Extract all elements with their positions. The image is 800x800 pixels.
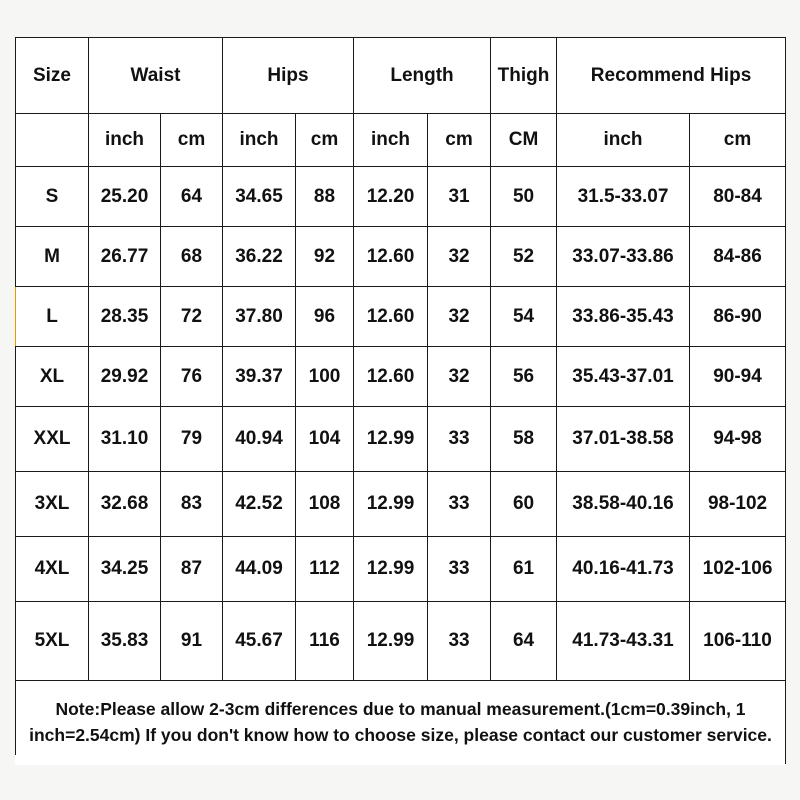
measurement-cell: 31.10: [89, 407, 161, 472]
measurement-cell: 33: [428, 472, 491, 537]
size-label: L: [16, 287, 89, 347]
measurement-cell: 12.60: [354, 287, 428, 347]
measurement-cell: 106-110: [690, 602, 786, 681]
measurement-cell: 36.22: [223, 227, 296, 287]
measurement-cell: 40.16-41.73: [557, 537, 690, 602]
measurement-cell: 60: [491, 472, 557, 537]
measurement-cell: 12.60: [354, 227, 428, 287]
unit-header: inch: [557, 114, 690, 167]
size-row: [16, 602, 786, 681]
measurement-cell: 37.01-38.58: [557, 407, 690, 472]
header-recommend-hips: Recommend Hips: [557, 38, 786, 114]
measurement-cell: 45.67: [223, 602, 296, 681]
size-chart-table: [15, 37, 786, 764]
size-label: 5XL: [16, 602, 89, 681]
size-row: [16, 287, 786, 347]
measurement-cell: 32: [428, 287, 491, 347]
measurement-cell: 72: [161, 287, 223, 347]
measurement-cell: 33: [428, 407, 491, 472]
size-row: [16, 167, 786, 227]
measurement-cell: 34.25: [89, 537, 161, 602]
unit-header: inch: [354, 114, 428, 167]
measurement-cell: 40.94: [223, 407, 296, 472]
measurement-cell: 34.65: [223, 167, 296, 227]
table-bottom-strip: [15, 755, 785, 765]
measurement-cell: 76: [161, 347, 223, 407]
measurement-cell: 35.43-37.01: [557, 347, 690, 407]
measurement-cell: 56: [491, 347, 557, 407]
measurement-cell: 12.99: [354, 407, 428, 472]
header-length: Length: [354, 38, 491, 114]
measurement-cell: 84-86: [690, 227, 786, 287]
measurement-cell: 32: [428, 347, 491, 407]
measurement-cell: 79: [161, 407, 223, 472]
unit-header: cm: [161, 114, 223, 167]
measurement-cell: 100: [296, 347, 354, 407]
unit-header: inch: [89, 114, 161, 167]
measurement-cell: 112: [296, 537, 354, 602]
size-label: XL: [16, 347, 89, 407]
unit-header: [16, 114, 89, 167]
measurement-cell: 64: [161, 167, 223, 227]
size-row: [16, 537, 786, 602]
measurement-cell: 28.35: [89, 287, 161, 347]
unit-header: cm: [428, 114, 491, 167]
measurement-cell: 104: [296, 407, 354, 472]
note-text: Note:Please allow 2-3cm differences due to manual measurement.(1cm=0.39inch, 1 inch=2.54cm) If you don't know how to choose size, please contact our customer service.: [16, 681, 786, 764]
unit-header: cm: [690, 114, 786, 167]
size-row: [16, 347, 786, 407]
measurement-cell: 80-84: [690, 167, 786, 227]
measurement-cell: 41.73-43.31: [557, 602, 690, 681]
size-chart: [15, 37, 785, 764]
measurement-cell: 90-94: [690, 347, 786, 407]
note-row: [16, 681, 786, 764]
measurement-cell: 12.60: [354, 347, 428, 407]
measurement-cell: 58: [491, 407, 557, 472]
measurement-cell: 52: [491, 227, 557, 287]
size-label: S: [16, 167, 89, 227]
measurement-cell: 35.83: [89, 602, 161, 681]
measurement-cell: 25.20: [89, 167, 161, 227]
measurement-cell: 42.52: [223, 472, 296, 537]
measurement-cell: 98-102: [690, 472, 786, 537]
measurement-cell: 91: [161, 602, 223, 681]
measurement-cell: 33: [428, 602, 491, 681]
measurement-cell: 44.09: [223, 537, 296, 602]
measurement-cell: 31: [428, 167, 491, 227]
measurement-cell: 92: [296, 227, 354, 287]
measurement-cell: 12.99: [354, 472, 428, 537]
measurement-cell: 12.20: [354, 167, 428, 227]
measurement-cell: 37.80: [223, 287, 296, 347]
measurement-cell: 50: [491, 167, 557, 227]
unit-header: inch: [223, 114, 296, 167]
header-waist: Waist: [89, 38, 223, 114]
measurement-cell: 31.5-33.07: [557, 167, 690, 227]
unit-header: cm: [296, 114, 354, 167]
size-label: M: [16, 227, 89, 287]
measurement-cell: 116: [296, 602, 354, 681]
measurement-cell: 108: [296, 472, 354, 537]
measurement-cell: 68: [161, 227, 223, 287]
measurement-cell: 86-90: [690, 287, 786, 347]
measurement-cell: 94-98: [690, 407, 786, 472]
measurement-cell: 61: [491, 537, 557, 602]
size-row: [16, 227, 786, 287]
measurement-cell: 96: [296, 287, 354, 347]
measurement-cell: 102-106: [690, 537, 786, 602]
header-hips: Hips: [223, 38, 354, 114]
size-label: 4XL: [16, 537, 89, 602]
measurement-cell: 83: [161, 472, 223, 537]
measurement-cell: 32: [428, 227, 491, 287]
measurement-cell: 32.68: [89, 472, 161, 537]
measurement-cell: 38.58-40.16: [557, 472, 690, 537]
measurement-cell: 39.37: [223, 347, 296, 407]
header-row: [16, 38, 786, 114]
measurement-cell: 64: [491, 602, 557, 681]
size-label: 3XL: [16, 472, 89, 537]
measurement-cell: 12.99: [354, 537, 428, 602]
unit-header: CM: [491, 114, 557, 167]
measurement-cell: 12.99: [354, 602, 428, 681]
measurement-cell: 88: [296, 167, 354, 227]
header-thigh: Thigh: [491, 38, 557, 114]
measurement-cell: 54: [491, 287, 557, 347]
measurement-cell: 33.86-35.43: [557, 287, 690, 347]
measurement-cell: 33.07-33.86: [557, 227, 690, 287]
size-label: XXL: [16, 407, 89, 472]
size-row: [16, 472, 786, 537]
measurement-cell: 87: [161, 537, 223, 602]
header-size: Size: [16, 38, 89, 114]
measurement-cell: 26.77: [89, 227, 161, 287]
measurement-cell: 33: [428, 537, 491, 602]
measurement-cell: 29.92: [89, 347, 161, 407]
unit-row: [16, 114, 786, 167]
size-row: [16, 407, 786, 472]
